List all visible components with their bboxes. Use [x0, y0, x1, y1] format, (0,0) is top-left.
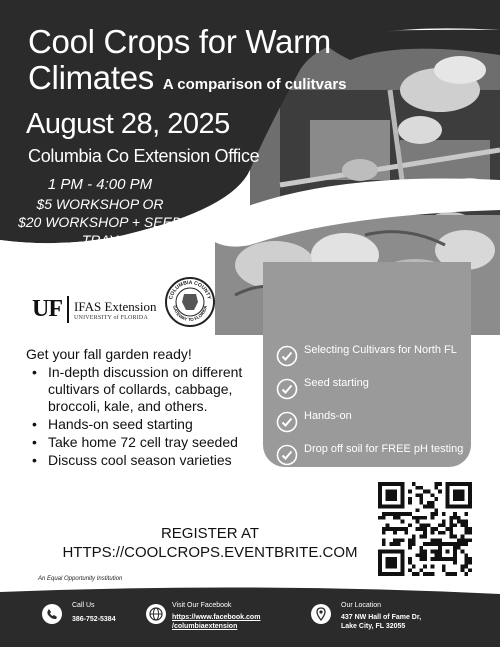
facebook-url-line-2[interactable]: /columbiaextension [172, 623, 238, 630]
seal-top-text: COLUMBIA COUNTY [168, 279, 212, 301]
call-us-label: Call Us [72, 602, 95, 609]
globe-icon [146, 604, 166, 624]
price-line-1: $5 WORKSHOP OR [36, 196, 164, 212]
list-item: • In-depth discussion on different cultivars of collards, cabbage, broccoli, kale, and others. [30, 364, 270, 415]
equal-opportunity-note: An Equal Opportunity Institution [38, 576, 123, 582]
location-block [341, 602, 421, 631]
check-circle-icon [276, 378, 298, 400]
bullet-list [30, 364, 270, 470]
seal-bottom-text: GATEWAY TO FLORIDA [172, 304, 208, 323]
location-label: Our Location [341, 602, 382, 609]
highlight-item [276, 410, 466, 433]
uf-ifas-logo [32, 296, 156, 323]
event-time: 1 PM - 4:00 PM [47, 176, 153, 193]
facebook-url-line-1[interactable]: https://www.facebook.com [172, 614, 261, 621]
phone-number[interactable]: 386-752-5384 [72, 616, 116, 623]
highlight-item [276, 443, 466, 466]
facebook-label: Visit Our Facebook [172, 602, 232, 609]
price-line-3: ACTIVITY [68, 250, 132, 266]
highlight-text: Seed starting [304, 377, 369, 389]
address-line-1: 437 NW Hall of Fame Dr, [341, 614, 422, 621]
facebook-block [172, 602, 260, 631]
check-circle-icon [276, 411, 298, 433]
ifas-name: IFAS Extension [74, 298, 157, 314]
facebook-link[interactable] [172, 613, 260, 631]
highlight-item [276, 344, 466, 367]
title-line-1: Cool Crops for Warm [28, 23, 331, 60]
highlight-text: Drop off soil for FREE pH testing [304, 443, 464, 455]
columbia-county-seal [164, 276, 216, 328]
page-subtitle: A comparison of culitvars [162, 76, 347, 93]
qr-code[interactable] [378, 482, 472, 576]
event-time-price [0, 176, 200, 267]
highlight-text: Hands-on [304, 410, 352, 422]
list-item: • Hands-on seed starting [30, 416, 270, 433]
event-date: August 28, 2025 [26, 108, 230, 140]
check-circle-icon [276, 345, 298, 367]
check-circle-icon [276, 444, 298, 466]
highlight-text: Selecting Cultivars for North FL [304, 344, 457, 356]
uf-mark: UF [32, 296, 69, 323]
phone-icon [42, 604, 62, 624]
location-pin-icon [311, 604, 331, 624]
price-line-2: $20 WORKSHOP + SEED TRAY [17, 214, 183, 248]
location-address [341, 613, 421, 631]
highlight-item [276, 377, 466, 400]
lead-text: Get your fall garden ready! [26, 346, 192, 362]
list-item: • Discuss cool season varieties [30, 452, 270, 469]
title-line-2: Climates [28, 59, 154, 96]
register-label: REGISTER AT [160, 525, 260, 542]
ifas-university: UNIVERSITY of FLORIDA [74, 314, 148, 321]
address-line-2: Lake City, FL 32055 [341, 623, 406, 630]
event-venue: Columbia Co Extension Office [28, 146, 260, 166]
register-block [60, 524, 360, 562]
highlights-list [276, 344, 466, 476]
call-us-block [72, 602, 116, 624]
page-title [28, 24, 358, 103]
list-item: • Take home 72 cell tray seeded [30, 434, 270, 451]
register-url[interactable]: HTTPS://COOLCROPS.EVENTBRITE.COM [62, 544, 358, 561]
